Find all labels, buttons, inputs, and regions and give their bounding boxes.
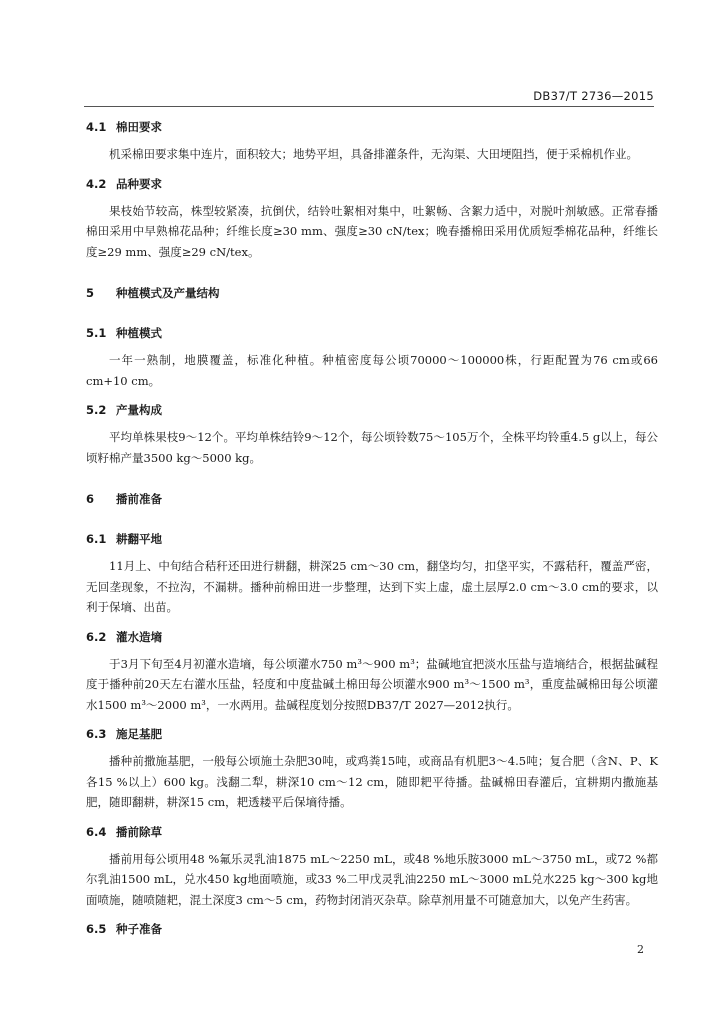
- heading-5: 5 种植模式及产量结构: [86, 286, 220, 300]
- heading-6-4: 6.4 播前除草: [86, 824, 162, 839]
- paragraph-5-1: 一年一熟制，地膜覆盖，标准化种植。种植密度每公顷70000～100000株，行距配置为76 cm或66 cm+10 cm。: [86, 353, 658, 388]
- heading-4-1: 4.1 棉田要求: [86, 120, 162, 134]
- heading-6-3: 6.3 施足基肥: [86, 727, 162, 741]
- document-body: [86, 118, 658, 938]
- paragraph-6-2: 于3月下旬至4月初灌水造墒，每公顷灌水750 m³～900 m³；盐碱地宜把淡水压盐与造墒结合，根据盐碱程度于播种前20天左右灌水压盐，轻度和中度盐碱土棉田每公顷灌水900 m³～1500 m³，重度盐碱棉田每公顷灌水1500 m³～2000 m³，一水两用。盐碱程度划分按照DB37/T 2027—2012执行。: [86, 656, 658, 712]
- paragraph-4-1: 机采棉田要求集中连片，面积较大；地势平坦，具备排灌条件，无沟渠、大田埂阻挡，便于采棉机作业。: [109, 147, 638, 161]
- heading-4-2: 4.2 品种要求: [86, 176, 162, 191]
- heading-6-5: 6.5 种子准备: [86, 922, 162, 936]
- paragraph-6-4: 播前用每公顷用48 %氟乐灵乳油1875 mL～2250 mL，或48 %地乐胺3000 mL～3750 mL，或72 %都尔乳油1500 mL，兑水450 kg地面喷施，或33 %二甲戊灵乳油2250 mL～3000 mL兑水225 kg～300 kg地面喷施，随喷随耙，混土深度3 cm～5 cm，药物封闭消灭杂草。除草剂用量不可随意加大，以免产生药害。: [86, 851, 658, 907]
- heading-5-1: 5.1 种植模式: [86, 326, 162, 340]
- standard-code: DB37/T 2736—2015: [533, 89, 654, 103]
- paragraph-4-2: 果枝始节较高，株型较紧凑，抗倒伏，结铃吐絮相对集中，吐絮畅、含絮力适中，对脱叶剂敏感。正常春播棉田采用中早熟棉花品种；纤维长度≥30 mm、强度≥30 cN/tex；晚春播棉田采用优质短季棉花品种，纤维长度≥29 mm、强度≥29 cN/tex。: [86, 203, 658, 259]
- header-rule: [84, 106, 654, 107]
- paragraph-6-3: 播种前撒施基肥，一般每公顷施土杂肥30吨，或鸡粪15吨，或商品有机肥3～4.5吨；复合肥（含N、P、K各15 %以上）600 kg。浅翻二犁，耕深10 cm～12 cm，随即耙平待播。盐碱棉田春灌后，宜耕期内撒施基肥，随即翻耕，耕深15 cm，耙透耧平后保墒待播。: [86, 754, 658, 809]
- heading-6: 6 播前准备: [86, 492, 162, 506]
- heading-6-1: 6.1 耕翻平地: [86, 532, 162, 546]
- paragraph-6-1: 11月上、中旬结合秸秆还田进行耕翻，耕深25 cm～30 cm，翻垡均匀，扣垡平实，不露秸秆，覆盖严密，无回垄现象，不拉沟，不漏耕。播种前棉田进一步整理，达到下实上虚，虚土层厚2.0 cm～3.0 cm的要求，以利于保墒、出苗。: [86, 559, 658, 614]
- heading-6-2: 6.2 灌水造墒: [86, 629, 162, 644]
- page-number: 2: [637, 943, 644, 956]
- paragraph-5-2: 平均单株果枝9～12个。平均单株结铃9～12个，每公顷铃数75～105万个，全株平均铃重4.5 g以上，每公顷籽棉产量3500 kg～5000 kg。: [86, 430, 658, 465]
- heading-5-2: 5.2 产量构成: [86, 403, 162, 417]
